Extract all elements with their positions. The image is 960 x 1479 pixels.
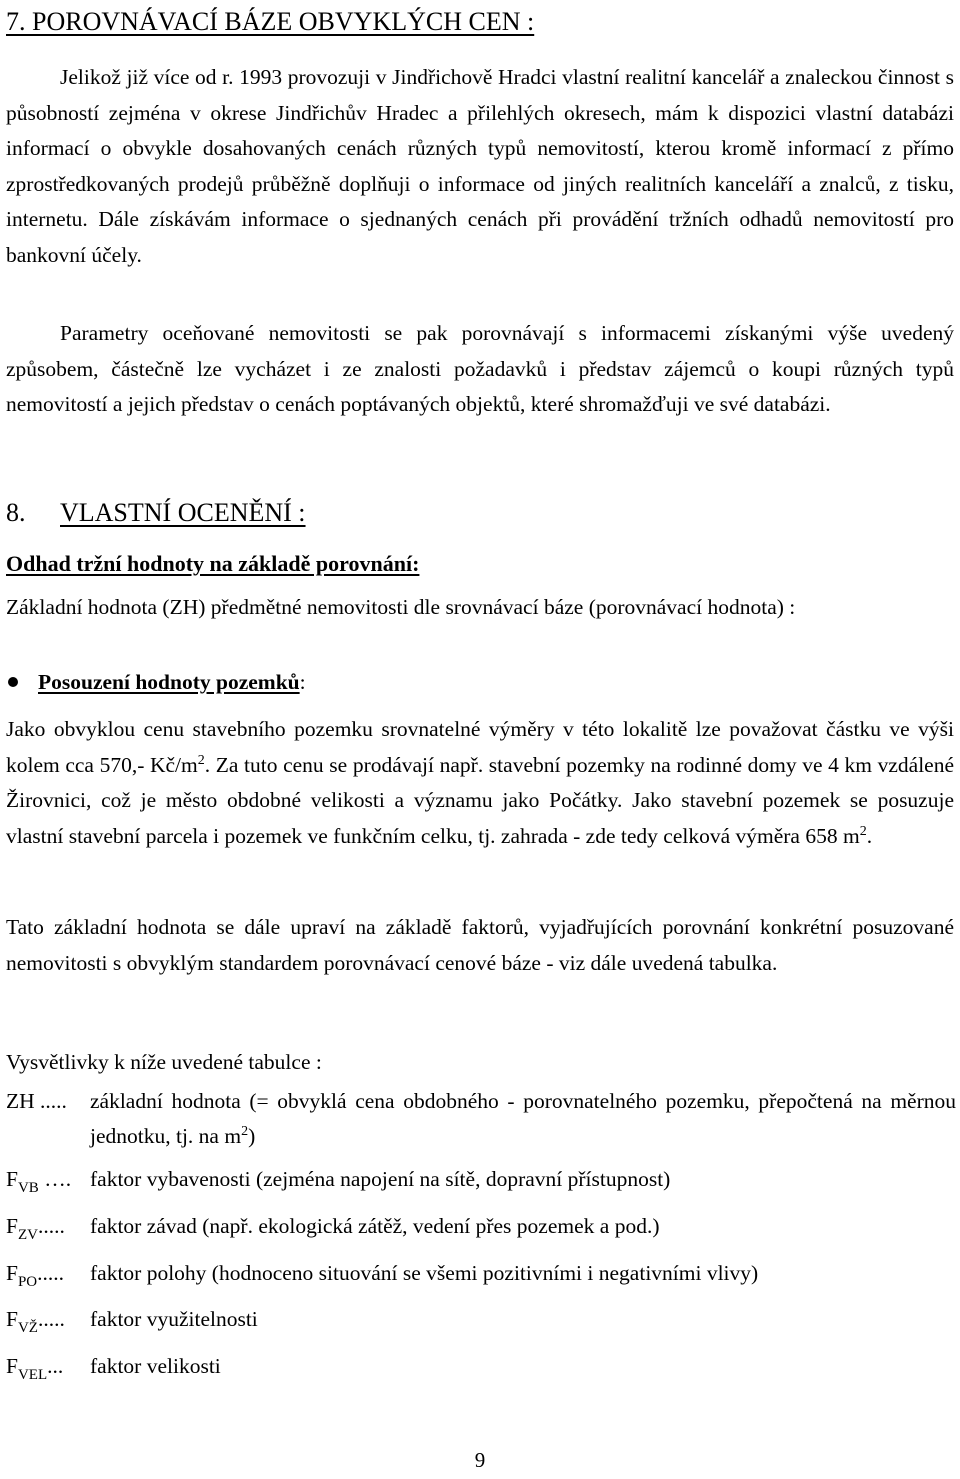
legend-title: Vysvětlivky k níže uvedené tabulce :: [6, 1050, 322, 1074]
legend-def-fpo: faktor polohy (hodnoceno situování se všemi pozitivními i negativními vlivy): [90, 1261, 759, 1285]
land-price-text-3: .: [866, 823, 873, 848]
legend-def-fvel: faktor velikosti: [90, 1354, 221, 1378]
section-7-heading: 7. POROVNÁVACÍ BÁZE OBVYKLÝCH CEN :: [6, 7, 535, 36]
land-price-paragraph: [6, 712, 954, 854]
superscript-2: 2: [859, 823, 867, 839]
section-7-paragraph-1: Jelikož již více od r. 1993 provozuji v Jindřichově Hradci vlastní realitní kancelář a znaleckou činnost s působností zejména v okrese Jindřichův Hradec a přilehlých okresech, mám k dispozici vlastní databázi informací o obvykle dosahovaných cenách různých typů nemovitostí, kterou kromě informací z přímo zprostředkovaných prodejů průběžně doplňuji o informace od jiných realitních kanceláří a znalců, z tisku, internetu. Dále získávám informace o sjednaných cenách při provádění tržních odhadů nemovitostí pro bankovní účely.: [6, 65, 954, 267]
comparison-subheading: Odhad tržní hodnoty na základě porovnání:: [6, 551, 420, 576]
base-value-intro: Základní hodnota (ZH) předmětné nemovitosti dle srovnávací báze (porovnávací hodnota) :: [6, 595, 796, 619]
land-price-text-1: Jako obvyklou cenu stavebního pozemku srovnatelné výměry v této lokalitě lze považovat částku ve výši kolem cca 570,- Kč/m: [6, 717, 954, 777]
section-7-paragraph-2: Parametry oceňované nemovitosti se pak porovnávají s informacemi získanými výše uvedený způsobem, částečně lze vycházet i ze znalosti požadavků i představ zájemců o koupi různých typů nemovitostí a jejich představ o cenách poptávaných objektů, které shromažďuji ve své databázi.: [6, 321, 954, 416]
legend-term-fzv: $F_{ZV}$.....: [6, 1214, 65, 1243]
legend-item-fzv: [6, 1209, 956, 1245]
legend-def-fzv: faktor závad (např. ekologická zátěž, vedení přes pozemek a pod.): [90, 1214, 660, 1238]
legend-term-zh: ZH .....: [6, 1089, 67, 1113]
legend-term-fpo: $F_{PO}$.....: [6, 1261, 65, 1290]
section-8-title: VLASTNÍ OCENĚNÍ :: [60, 498, 306, 527]
land-assessment-bullet: [6, 666, 306, 698]
section-8-number: 8.: [6, 498, 26, 527]
superscript-2: 2: [197, 752, 205, 768]
legend-def-zh-end: ): [248, 1124, 256, 1148]
legend-def-fvb: faktor vybavenosti (zejména napojení na sítě, dopravní přístupnost): [90, 1167, 671, 1191]
land-price-text-2: . Za tuto cenu se prodávají např. stavební pozemky na rodinné domy ve 4 km vzdálené Žirovnici, což je město obdobné velikosti a významu jako Počátky. Jako stavební pozemek se posuzuje vlastní stavební parcela i pozemek ve funkčním celku, tj. zahrada - zde tedy celková výměra 658 m: [6, 752, 955, 848]
legend-item-zh: [6, 1084, 956, 1156]
land-assessment-label: Posouzení hodnoty pozemků: [38, 670, 300, 694]
legend-def-zh-text: základní hodnota (= obvyklá cena obdobného - porovnatelného pozemku, přepočtená na měrnou jednotku, tj. na m: [90, 1089, 956, 1148]
legend-term-fvz: $F_{VŽ}$.....: [6, 1307, 65, 1336]
legend-def-fvz: faktor využitelnosti: [90, 1307, 258, 1331]
land-assessment-colon: :: [299, 670, 306, 694]
adjustment-paragraph: Tato základní hodnota se dále upraví na základě faktorů, vyjadřujících porovnání konkrétní posuzované nemovitosti s obvyklým standardem porovnávací cenové báze - viz dále uvedená tabulka.: [6, 915, 954, 975]
legend-item-fvb: [6, 1162, 956, 1198]
legend-term-fvel: $F_{VEL}$...: [6, 1354, 64, 1383]
legend-def-zh: [90, 1084, 956, 1154]
legend-item-fvel: [6, 1349, 956, 1385]
legend-item-fvz: [6, 1302, 956, 1338]
legend-item-fpo: [6, 1256, 956, 1292]
legend-term-fvb: $F_{VB}$ ….: [6, 1167, 72, 1196]
superscript-2: 2: [241, 1124, 249, 1139]
bullet-icon: [8, 677, 18, 687]
section-8-heading: [6, 496, 306, 530]
page-number: 9: [474, 1448, 486, 1472]
